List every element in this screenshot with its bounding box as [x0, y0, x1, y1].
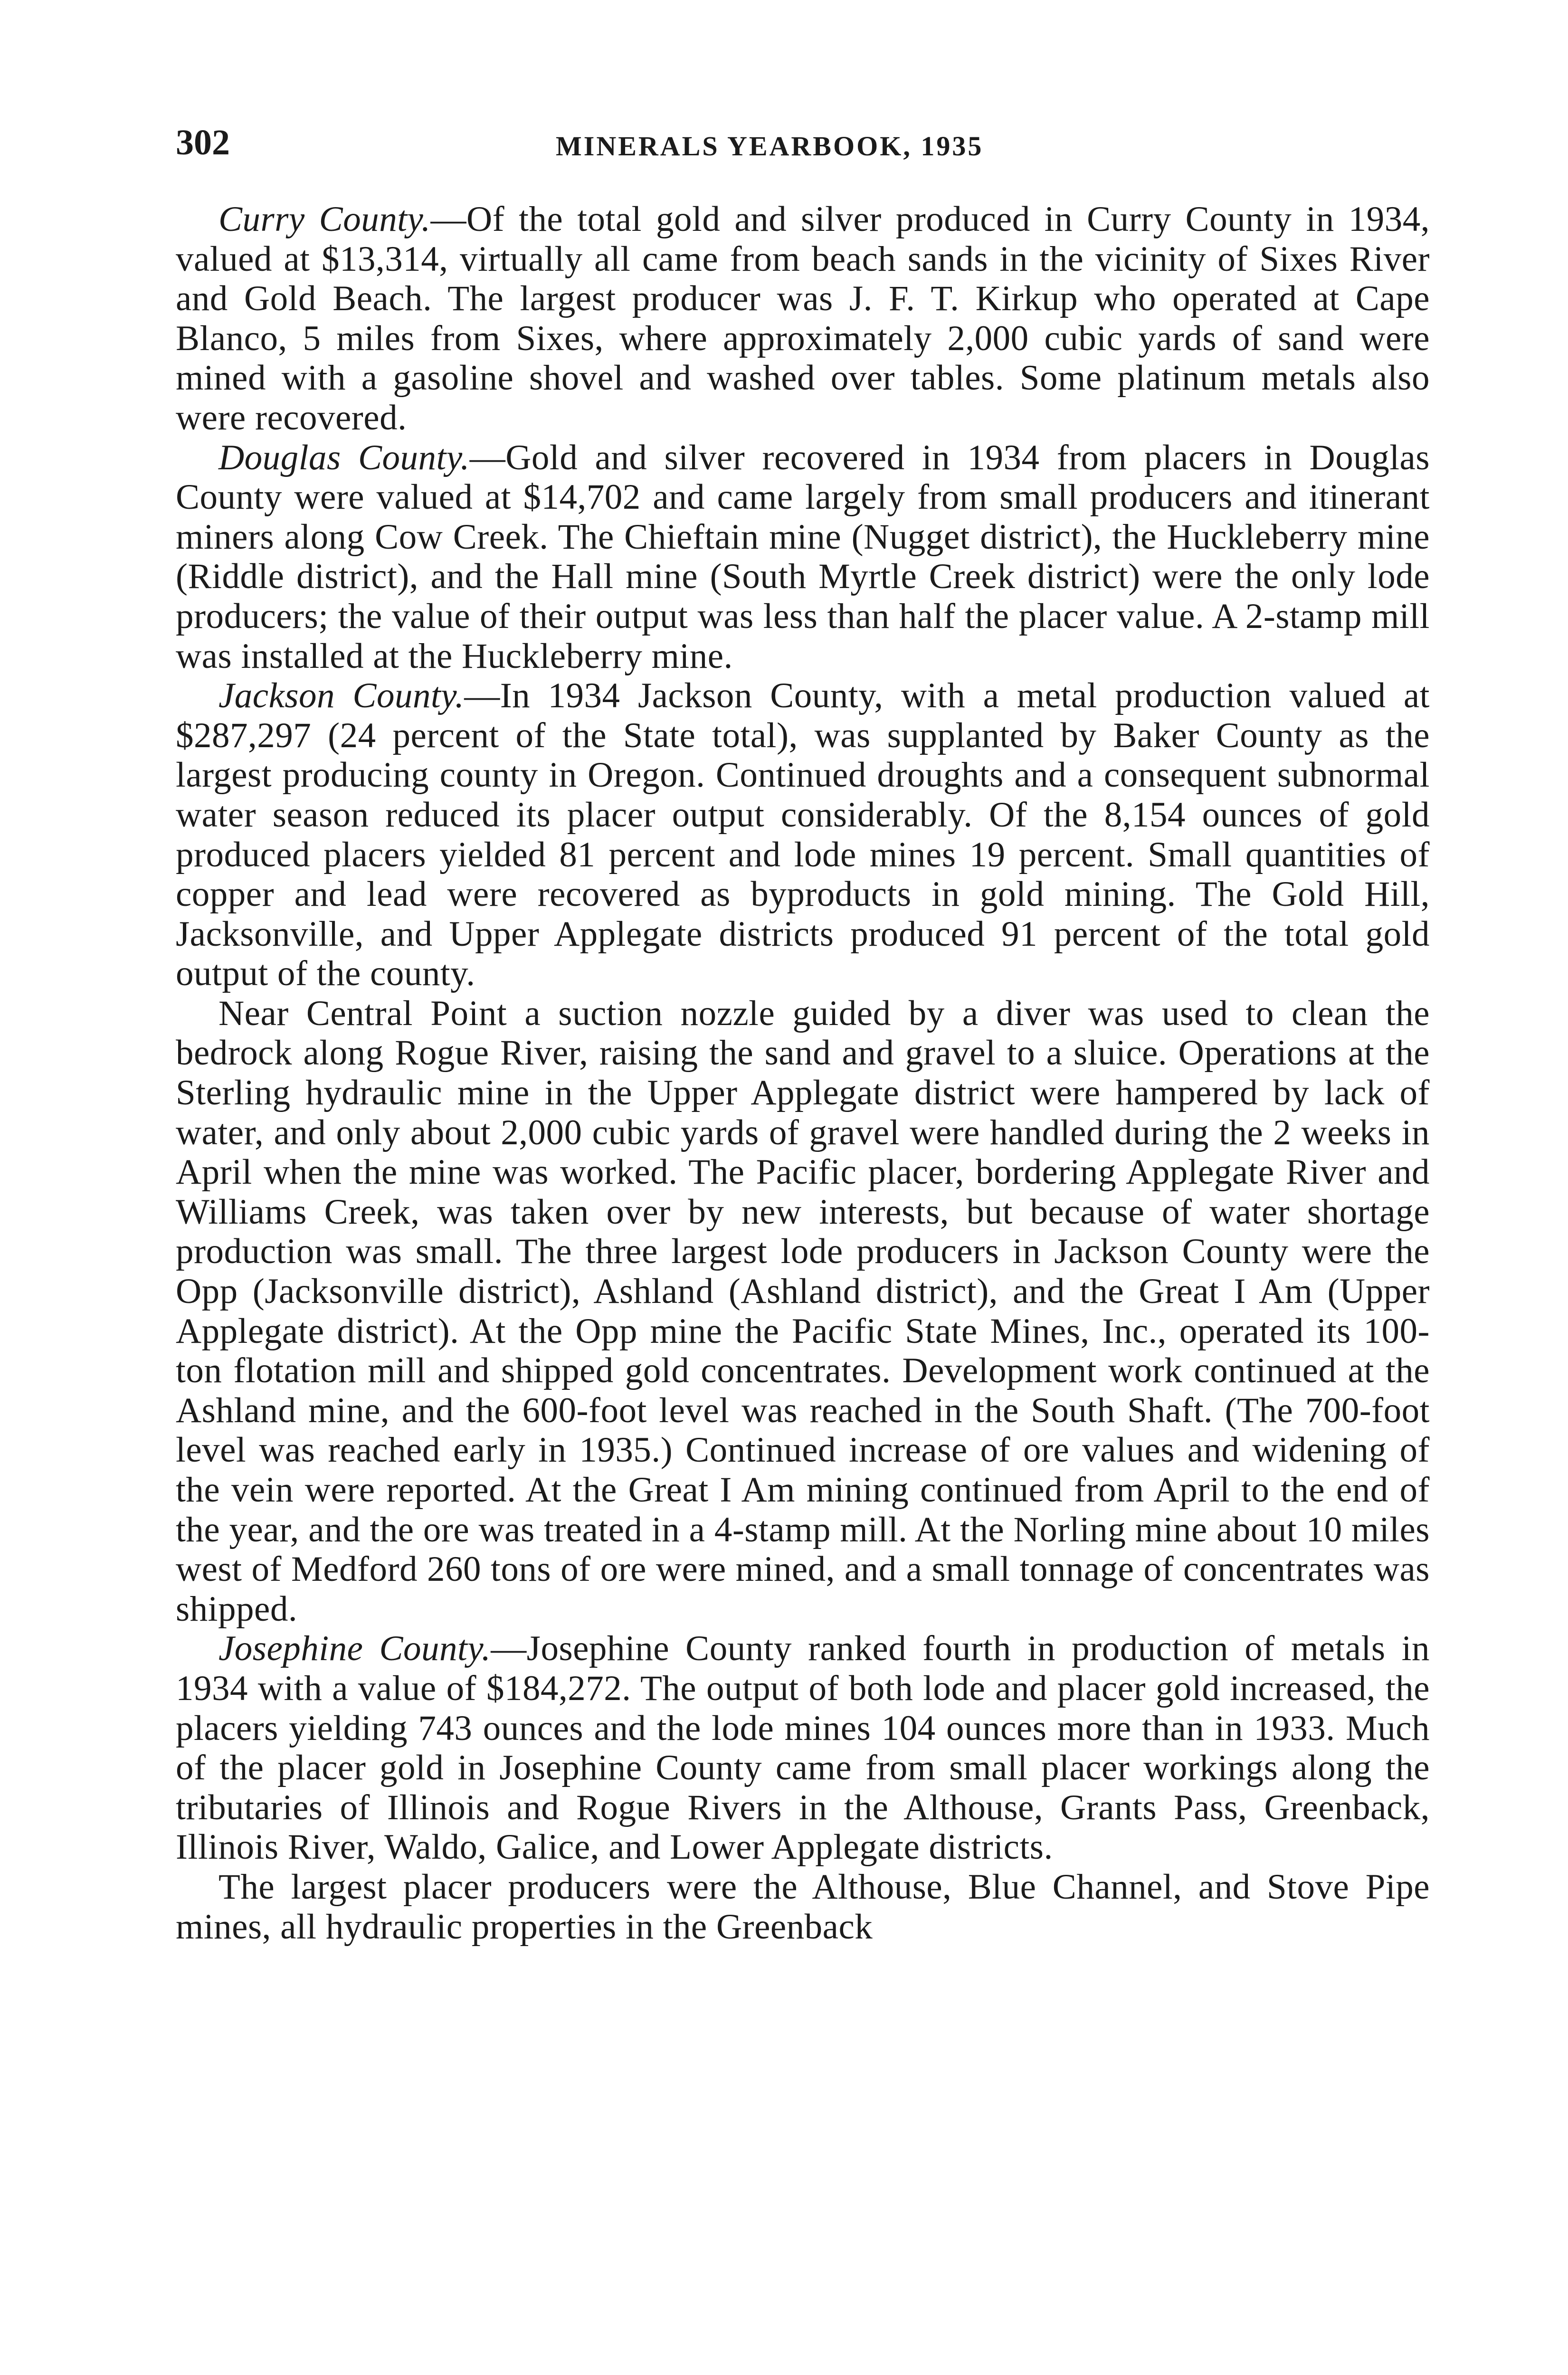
paragraph-text: —Josephine County ranked fourth in production of metals in 1934 with a value of $184,272. The output of both lode and placer gold increased, the placers yielding 743 ounces and the lode mines 104 ounces more than in 1933. Much of the placer gold in Josephine County came from small placer workings along the tributaries of Illinois and Rogue Rivers in the Althouse, Grants Pass, Greenback, Illinois River, Waldo, Galice, and Lower Applegate districts. [176, 1629, 1430, 1867]
paragraph-text: —In 1934 Jackson County, with a metal production valued at $287,297 (24 percent of the State total), was supplanted by Baker County as the largest producing county in Oregon. Continued droughts and a consequent subnormal water season reduced its placer output considerably. Of the 8,154 ounces of gold produced placers yielded 81 percent and lode mines 19 percent. Small quantities of copper and lead were recovered as byproducts in gold mining. The Gold Hill, Jacksonville, and Upper Applegate districts produced 91 percent of the total gold output of the county. [176, 676, 1430, 994]
paragraph-text: —Of the total gold and silver produced in Curry County in 1934, valued at $13,314, virtually all came from beach sands in the vicinity of Sixes River and Gold Beach. The largest producer was J. F. T. Kirkup who operated at Cape Blanco, 5 miles from Sixes, where approximately 2,000 cubic yards of sand were mined with a gasoline shovel and washed over tables. Some platinum metals also were recovered. [176, 200, 1430, 437]
paragraph-lead: Curry County. [219, 200, 431, 239]
body-text [176, 200, 1430, 1947]
paragraph-lead: Jackson County. [219, 676, 465, 716]
paragraph-placer-producers [176, 1867, 1430, 1947]
paragraph-central-point [176, 994, 1430, 1629]
paragraph-text: Near Central Point a suction nozzle guided by a diver was used to clean the bedrock along Rogue River, raising the sand and gravel to a sluice. Operations at the Sterling hydraulic mine in the Upper Applegate district were hampered by lack of water, and only about 2,000 cubic yards of gravel were handled during the 2 weeks in April when the mine was worked. The Pacific placer, bordering Applegate River and Williams Creek, was taken over by new interests, but because of water shortage production was small. The three largest lode producers in Jackson County were the Opp (Jacksonville district), Ashland (Ashland district), and the Great I Am (Upper Applegate district). At the Opp mine the Pacific State Mines, Inc., operated its 100-ton flotation mill and shipped gold concentrates. Development work continued at the Ashland mine, and the 600-foot level was reached in the South Shaft. (The 700-foot level was reached early in 1935.) Continued increase of ore values and widening of the vein were reported. At the Great I Am mining continued from April to the end of the year, and the ore was treated in a 4-stamp mill. At the Norling mine about 10 miles west of Medford 260 tons of ore were mined, and a small tonnage of concentrates was shipped. [176, 993, 1430, 1629]
paragraph-jackson-county [176, 676, 1430, 994]
page-number: 302 [176, 123, 230, 162]
page-header [176, 116, 1430, 169]
paragraph-curry-county [176, 200, 1430, 438]
running-head: MINERALS YEARBOOK, 1935 [556, 131, 984, 162]
paragraph-josephine-county [176, 1629, 1430, 1867]
paragraph-text: The largest placer producers were the Althouse, Blue Channel, and Stove Pipe mines, all hydraulic properties in the Greenback [176, 1867, 1430, 1947]
paragraph-lead: Josephine County. [219, 1629, 491, 1669]
paragraph-douglas-county [176, 438, 1430, 676]
paragraph-text: —Gold and silver recovered in 1934 from placers in Douglas County were valued at $14,702 and came largely from small producers and itinerant miners along Cow Creek. The Chieftain mine (Nugget district), the Huckleberry mine (Riddle district), and the Hall mine (South Myrtle Creek district) were the only lode producers; the value of their output was less than half the placer value. A 2-stamp mill was installed at the Huckleberry mine. [176, 437, 1430, 676]
paragraph-lead: Douglas County. [219, 437, 470, 477]
